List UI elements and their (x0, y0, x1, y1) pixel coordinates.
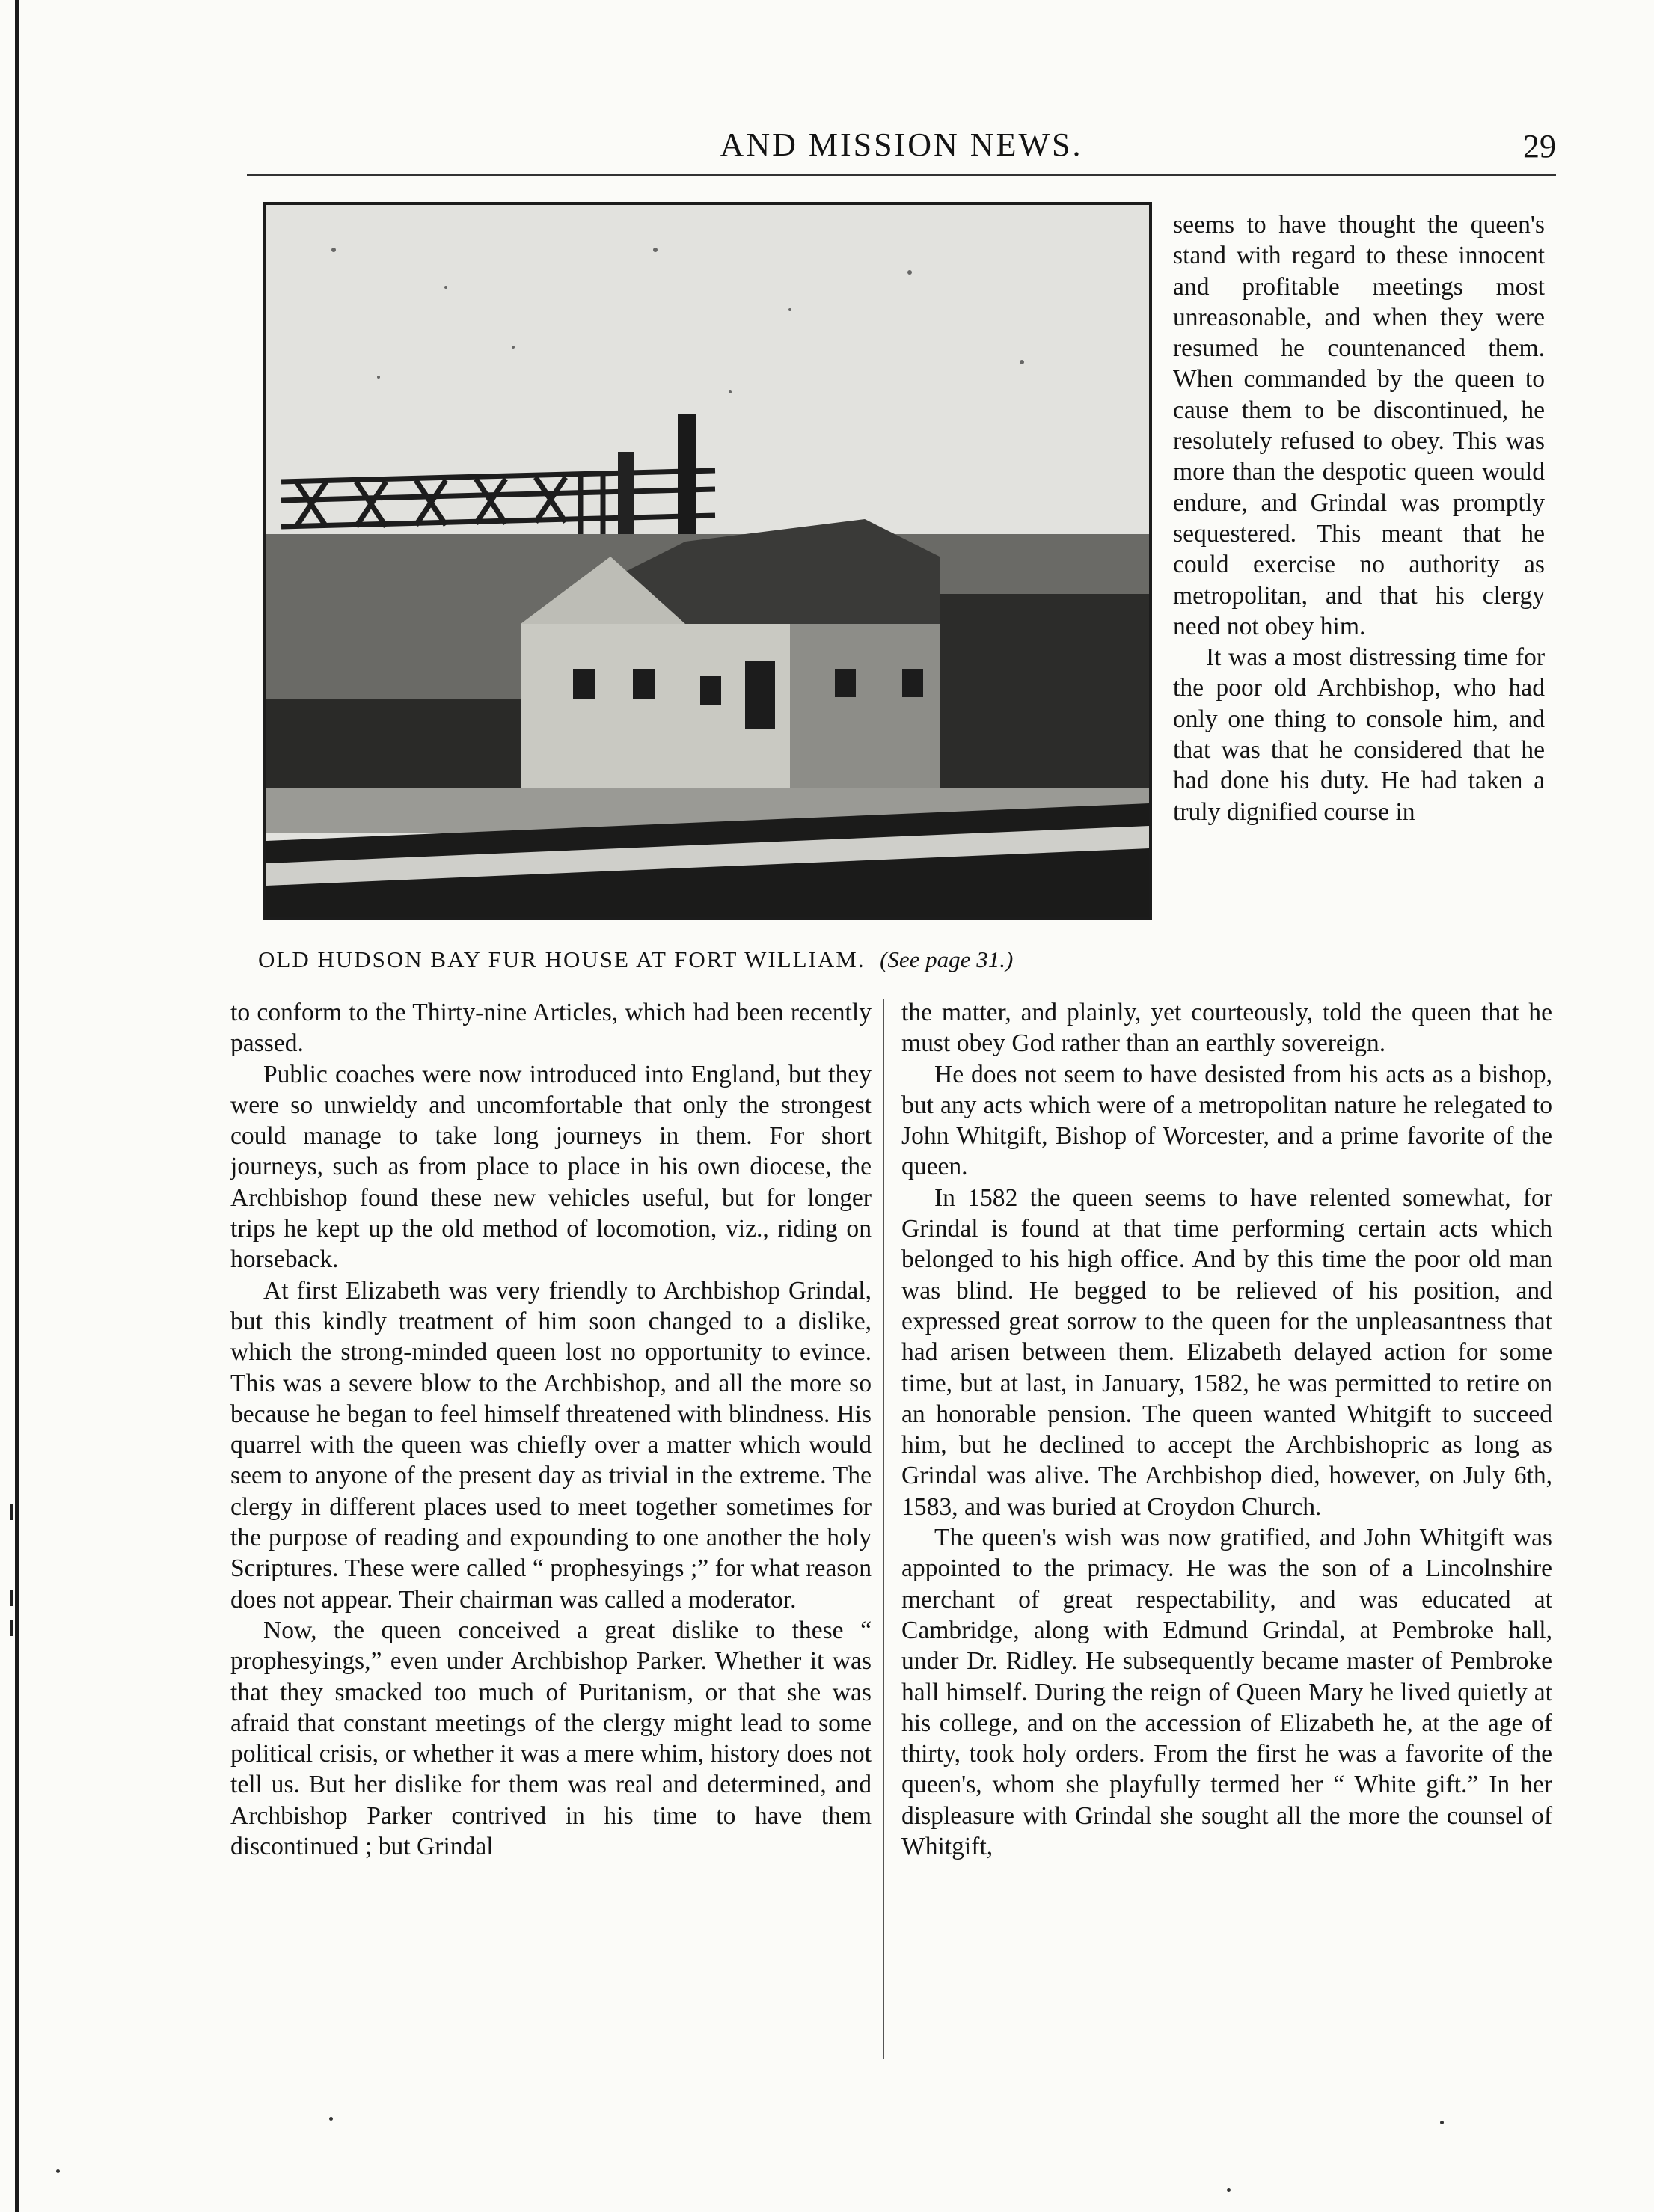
paragraph: Now, the queen conceived a great dislike to these “ prophesyings,” even under Archbishop Parker. Whether it was that they smacked too much of Puritanism, or that she was afraid that constant meetings of the clergy might lead to some political crisis, or whether it was a mere whim, history does not tell us. But her dislike for them was real and determined, and Archbishop Parker contrived in his time to have them discontinued ; but Grindal (230, 1616, 872, 1861)
print-speck (56, 2169, 60, 2173)
print-speck (329, 2117, 333, 2121)
print-speck (1440, 2121, 1444, 2124)
fur-house-photo (263, 202, 1152, 920)
margin-mark (10, 1620, 13, 1636)
photo-illustration (266, 205, 1149, 917)
print-speck (1227, 2188, 1231, 2192)
margin-mark (10, 1590, 13, 1606)
paragraph: It was a most distressing time for the poor old Archbishop, who had only one thing to console him, and that was that he considered that he had done his duty. He had taken a truly dignified course in (1173, 643, 1545, 826)
caption-page-reference: (See page 31.) (880, 946, 1014, 972)
paragraph: The queen's wish was now gratified, and John Whitgift was appointed to the primacy. He was the son of a Lincolnshire merchant of great respectability, and was educated at Cambridge, along with Edmund Grindal, at Pembroke hall, under Dr. Ridley. He subsequently became master of Pembroke hall himself. During the reign of Queen Mary he lived quietly at his college, and on the accession of Elizabeth he, at the age of thirty, took holy orders. From the first he was a favorite of the queen's, whom she playfully termed her “ White gift.” In her displeasure with Grindal she sought all the more the counsel of Whitgift, (901, 1524, 1552, 1861)
paragraph: seems to have thought the queen's stand with regard to these innocent and profitable meetings most unreasonable, and when they were resumed he countenanced them. When commanded by the queen to cause them to be discontinued, he resolutely refused to obey. This was more than the despotic queen would endure, and Grindal was promptly sequestered. This meant that he could exercise no authority as metropolitan, and that his clergy need not obey him. (1173, 211, 1545, 640)
page-number: 29 (1523, 128, 1556, 165)
paragraph: In 1582 the queen seems to have relented somewhat, for Grindal is found at that time performing certain acts which belonged to his high office. And by this time the poor old man was blind. He begged to be relieved of his position, and expressed great sorrow to the queen for the unpleasantness that had arisen between them. Elizabeth delayed action for some time, but at last, in January, 1582, he was permitted to retire on an honorable pension. The queen wanted Whitgift to succeed him, but he declined to accept the Archbishopric as long as Grindal was alive. The Archbishop died, however, on July 6th, 1583, and was buried at Croydon Church. (901, 1183, 1552, 1521)
paragraph: the matter, and plainly, yet courteously, told the queen that he must obey God rather than an earthly sovereign. (901, 999, 1552, 1058)
header-rule (247, 174, 1556, 176)
paragraph: Public coaches were now introduced into England, but they were so unwieldy and uncomfortable that only the strongest could manage to take long journeys in them. For short journeys, such as from place to place in his own diocese, the Archbishop found these new vehicles useful, but for longer trips he kept up the old method of locomotion, viz., riding on horseback. (230, 1060, 872, 1274)
right-top-column (1173, 209, 1545, 827)
page-header (247, 118, 1556, 171)
running-head: AND MISSION NEWS. (720, 126, 1083, 163)
page-binding-edge (15, 0, 19, 2212)
photo-caption (258, 946, 1178, 973)
margin-mark (10, 1504, 13, 1520)
paragraph: At first Elizabeth was very friendly to Archbishop Grindal, but this kindly treatment of him soon changed to a dislike, which the strong-minded queen lost no opportunity to evince. This was a severe blow to the Archbishop, and all the more so because he began to feel himself threatened with blindness. His quarrel with the queen was chiefly over a matter which would seem to anyone of the present day as trivial in the extreme. The clergy in different places used to meet together sometimes for the purpose of reading and expounding to one another the holy Scriptures. These were called “ prophesyings ;” for what reason does not appear. Their chairman was called a moderator. (230, 1276, 872, 1614)
paragraph: to conform to the Thirty-nine Articles, which had been recently passed. (230, 999, 872, 1058)
paragraph: He does not seem to have desisted from his acts as a bishop, but any acts which were of a metropolitan nature he relegated to John Whitgift, Bishop of Worcester, and a prime favorite of the queen. (901, 1060, 1552, 1181)
column-divider (883, 999, 884, 2059)
left-column (230, 997, 872, 1862)
right-column (901, 997, 1552, 1862)
caption-text: OLD HUDSON BAY FUR HOUSE AT FORT WILLIAM. (258, 946, 866, 972)
